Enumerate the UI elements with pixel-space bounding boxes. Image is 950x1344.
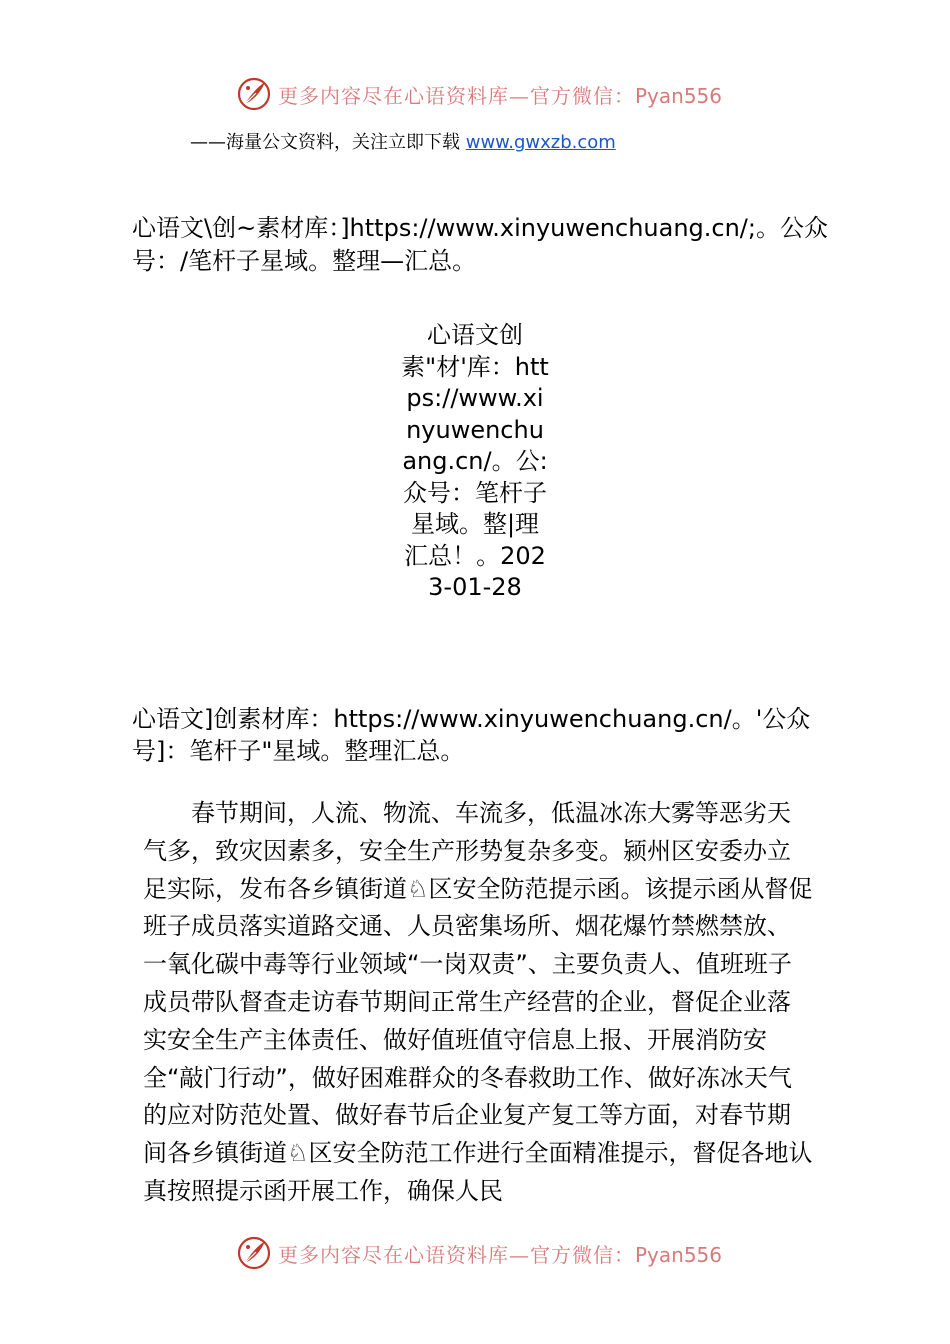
download-notice-text: ——海量公文资料，关注立即下载: [190, 132, 466, 153]
feather-pen-logo-icon: [236, 1235, 272, 1271]
feather-pen-logo-icon: [236, 76, 272, 112]
watermark-paragraph-bottom: 心语文]创素材库：https://www.xinyuwenchuang.cn/。'公众号]：笔杆子"星域。整理汇总。: [132, 705, 811, 765]
download-link[interactable]: www.gwxzb.com: [465, 132, 616, 153]
article-body-paragraph: 春节期间，人流、物流、车流多，低温冰冻大雾等恶劣天气多，致灾因素多，安全生产形势复杂多变。颍州区安委办立足实际，发布各乡镇街道♘区安全防范提示函。该提示函从督促班子成员落实道路交通、人员密集场所、烟花爆竹禁燃禁放、一氧化碳中毒等行业领域“一岗双责”、主要负责人、值班班子成员带队督查走访春节期间正常生产经营的企业，督促企业落实安全生产主体责任、做好值班值守信息上报、开展消防安全“敲门行动”，做好困难群众的冬春救助工作、做好冻冰天气的应对防范处置、做好春节后企业复产复工等方面，对春节期间各乡镇街道♘区安全防范工作进行全面精准提示，督促各地认真按照提示函开展工作，确保人民: [143, 799, 813, 1205]
watermark-paragraph-top: 心语文\创~素材库：]https://www.xinyuwenchuang.cn/;。公众号：/笔杆子星域。整理—汇总。: [132, 214, 828, 275]
banner-main-text: 更多内容尽在心语资料库—官方微信：: [278, 1242, 635, 1267]
header-banner: [236, 72, 736, 116]
download-notice: [190, 128, 616, 154]
banner-text: [278, 1239, 722, 1268]
watermark-narrow-column: 心语文创素"材'库：https://www.xinyuwenchuang.cn/。公:众号：笔杆子星域。整|理汇总！。2023-01-28: [401, 321, 549, 601]
banner-text: [278, 80, 722, 109]
footer-banner: [236, 1231, 736, 1275]
banner-wechat-id: Pyan556: [635, 1242, 723, 1267]
banner-wechat-id: Pyan556: [635, 83, 723, 108]
banner-main-text: 更多内容尽在心语资料库—官方微信：: [278, 83, 635, 108]
